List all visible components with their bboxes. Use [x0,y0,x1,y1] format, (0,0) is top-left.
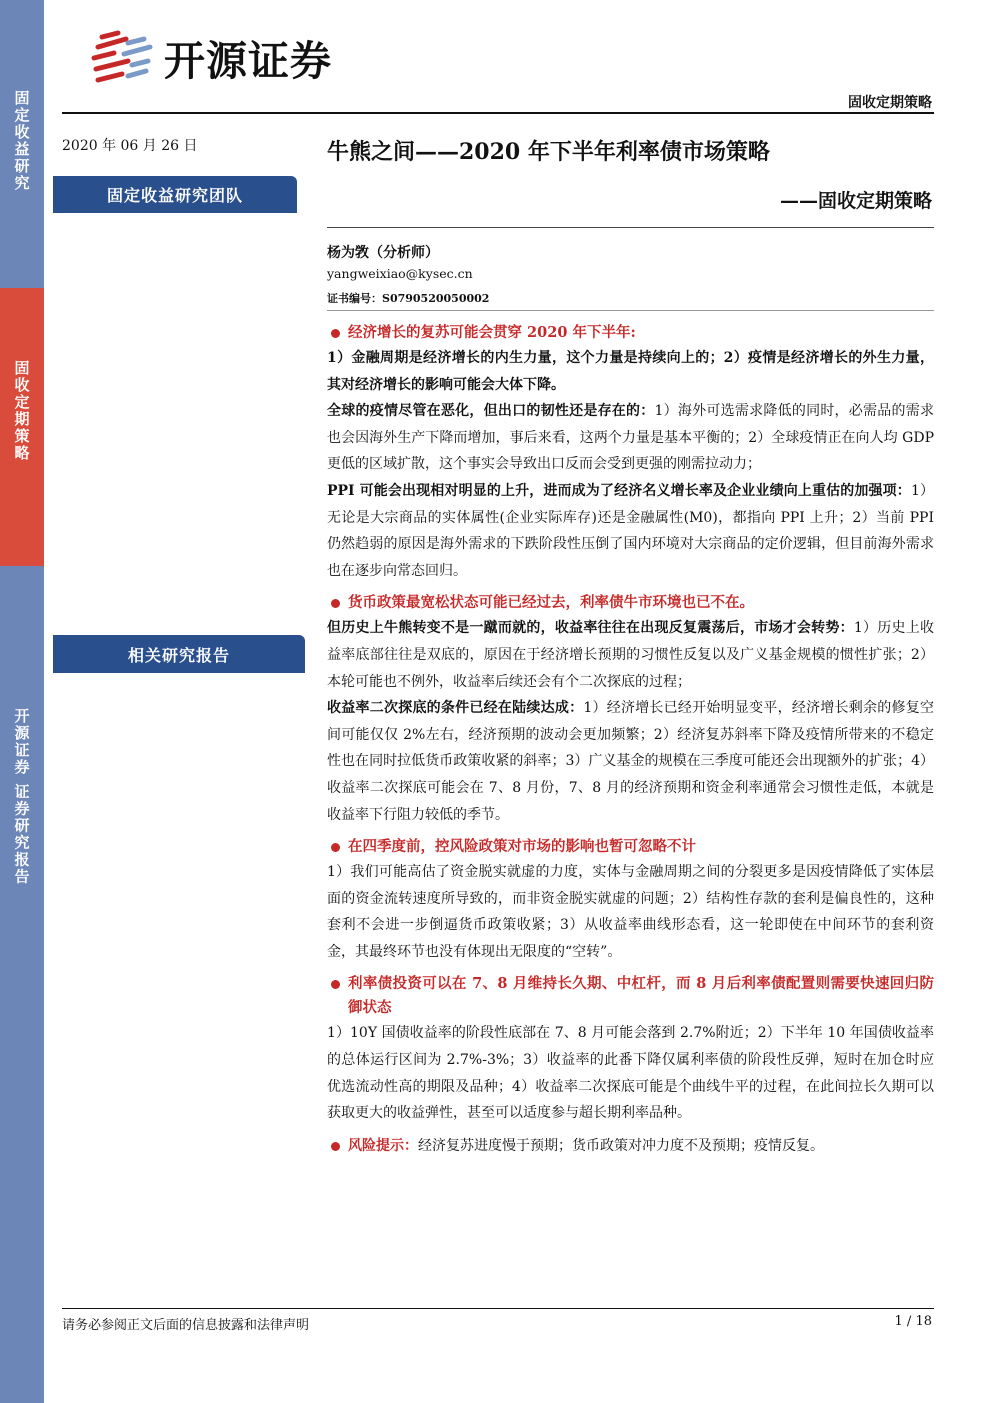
side-band-bottom-label: 开源证券 证券研究报告 [12,708,31,886]
bullet-icon [331,1142,340,1151]
author-cert: 证书编号：S0790520050002 [327,292,490,305]
footer-divider [62,1308,934,1309]
header-divider [62,112,934,114]
section-paragraph: 但历史上牛熊转变不是一蹴而就的，收益率往往在出现反复震荡后，市场才会转势：1）历史上收益率底部往往是双底的，原因在于经济增长预期的习惯性反复以及广义基金规模的惯性扩张；2）本轮可能也不例外，收益率后续还会有个二次探底的过程； [327,620,934,690]
section-paragraph: 1）10Y 国债收益率的阶段性底部在 7、8 月可能会落到 2.7%附近；2）下半年 10 年国债收益率的总体运行区间为 2.7%-3%；3）收益率的此番下降仅属利率债的阶段性反弹，短时在加仓时应优选流动性高的期限及品种；4）收益率二次探底可能是个曲线牛平的过程，在此间拉长久期可以获取更大的收益弹性，甚至可以适度参与超长期利率品种。 [327,1025,934,1122]
logo-mark-icon [88,29,158,87]
report-date: 2020 年 06 月 26 日 [62,138,198,154]
related-reports-box [53,635,305,673]
company-logo [88,28,332,87]
section-paragraph: 全球的疫情尽管在恶化，但出口的韧性还是存在的：1）海外可选需求降低的同时，必需品的需求也会因海外生产下降而增加，事后来看，这两个力量是基本平衡的；2）全球疫情正在向人均 GDP 更低的区域扩散，这个事实会导致出口反而会受到更强的刚需拉动力； [327,403,935,473]
report-summary [327,320,934,1159]
section-paragraph: PPI 可能会出现相对明显的上升，进而成为了经济名义增长率及企业业绩向上重估的加强项：1）无论是大宗商品的实体属性(企业实际库存)还是金融属性(M0)，都指向 PPI 上升；2）当前 PPI 仍然趋弱的原因是海外需求的下跌阶段性压倒了国内环境对大宗商品的定价逻辑，但目前海外需求也在逐步向常态回归。 [327,482,934,579]
author-email: yangweixiao@kysec.cn [327,266,473,281]
section-heading: 在四季度前，控风险政策对市场的影响也暂可忽略不计 [327,835,934,859]
section-paragraph: 1）金融周期是经济增长的内生力量，这个力量是持续向上的；2）疫情是经济增长的外生力量，其对经济增长的影响可能会大体下降。 [327,350,934,393]
side-band-bottom [0,566,44,1403]
section-heading: 利率债投资可以在 7、8 月维持长久期、中杠杆，而 8 月后利率债配置则需要快速回归防御状态 [327,972,934,1020]
side-band-mid-label: 固收定期策略 [12,360,31,462]
report-title: 牛熊之间——2020 年下半年利率债市场策略 [327,139,770,165]
bullet-icon [331,843,340,852]
risk-label: 风险提示： [348,1137,418,1154]
section-paragraph: 收益率二次探底的条件已经在陆续达成：1）经济增长已经开始明显变平，经济增长剩余的修复空间可能仅仅 2%左右，经济预期的波动会更加频繁；2）经济复苏斜率下降及疫情所带来的不稳定性也在同时拉低货币政策收紧的斜率；3）广义基金的规模在三季度可能还会出现额外的扩张；4）收益率二次探底可能会在 7、8 月份，7、8 月的经济预期和资金利率通常会习惯性走低，本就是收益率下行阻力较低的季节。 [327,700,935,823]
page-number: 1 / 18 [894,1314,932,1329]
section-paragraph: 1）我们可能高估了资金脱实就虚的力度，实体与金融周期之间的分裂更多是因疫情降低了实体层面的资金流转速度所导致的，而非资金脱实就虚的问题；2）结构性存款的套利是偏良性的，这种套利不会进一步倒逼货币政策收紧；3）从收益率曲线形态看，这一轮即使在中间环节的套利资金，其最终环节也没有体现出无限度的“空转”。 [327,864,934,960]
author-divider [327,310,934,311]
side-band-top [0,0,44,288]
section-heading: 货币政策最宽松状态可能已经过去，利率债牛市环境也已不在。 [327,591,934,615]
bullet-icon [331,329,340,338]
related-reports-label: 相关研究报告 [127,645,230,665]
risk-text: 经济复苏进度慢于预期；货币政策对冲力度不及预期；疫情反复。 [418,1137,824,1154]
bullet-icon [331,980,340,989]
risk-warning [327,1133,934,1160]
side-band [0,0,44,1403]
header-tag: 固收定期策略 [848,95,932,111]
side-band-top-label: 固定收益研究 [12,90,31,192]
bullet-icon [331,599,340,608]
section-heading: 经济增长的复苏可能会贯穿 2020 年下半年: [327,321,934,345]
footer-disclaimer: 请务必参阅正文后面的信息披露和法律声明 [62,1318,310,1333]
author-name: 杨为敩（分析师） [327,245,439,261]
team-label: 固定收益研究团队 [106,186,243,205]
title-divider [327,227,934,228]
logo-text: 开源证券 [164,37,332,85]
report-subtitle: ——固收定期策略 [779,190,932,212]
side-band-mid [0,288,44,566]
team-label-box [53,176,297,213]
